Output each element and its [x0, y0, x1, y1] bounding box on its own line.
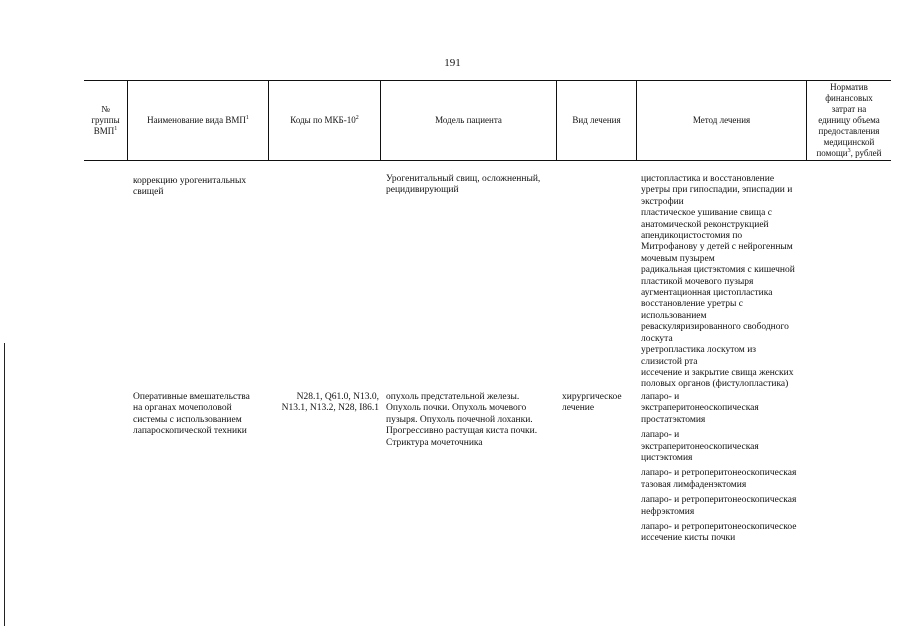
footnote-mark: 2 [355, 115, 359, 121]
method-line: реваскуляризированного свободного [641, 322, 789, 333]
method-line: Митрофанову у детей с нейрогенным [641, 242, 793, 253]
method-line: лапаро- и ретроперитонеоскопическая [641, 495, 797, 506]
page-number: 191 [444, 57, 461, 69]
header-group-no-line: № [101, 104, 110, 114]
method-line: лапаро- и [641, 430, 680, 441]
cell-line: Прогрессивно растущая киста почки. [386, 426, 538, 437]
header-norm-line: финансовых [825, 93, 873, 103]
method-line: восстановление уретры с [641, 299, 743, 310]
method-line: радикальная цистэктомия с кишечной [641, 265, 795, 276]
header-vmp-name [128, 80, 268, 161]
cell-line: лапароскопической техники [133, 426, 247, 437]
method-line: иссечение и закрытие свища женских [641, 367, 794, 378]
method-line: уретропластика лоскутом из [641, 345, 757, 356]
header-mkb-codes-text: Коды по МКБ-10 [290, 115, 356, 125]
cell-line: на органах мочеполовой [133, 403, 232, 414]
header-norm-line: предоставления [818, 126, 880, 136]
method-line: экстраперитонеоскопическая [641, 403, 759, 414]
cell-line: рецидивирующий [386, 185, 459, 196]
cell-line: Оперативные вмешательства [133, 392, 250, 402]
method-line: слизистой рта [641, 356, 698, 367]
cell-line: Стриктура мочеточника [386, 437, 483, 448]
header-norm-line: помощи [816, 148, 848, 158]
method-line: мочевым пузырем [641, 253, 715, 264]
header-patient-model-text: Модель пациента [435, 115, 502, 125]
method-line: пластическое ушивание свища с [641, 208, 772, 219]
header-norm-line: затрат на [831, 104, 867, 114]
method-line: использованием [641, 310, 707, 321]
margin-line [4, 343, 5, 626]
row2-vmp-name [133, 392, 250, 438]
row2-codes [271, 392, 379, 415]
header-mkb-codes [269, 80, 380, 161]
method-line: экстрофии [641, 196, 684, 207]
cell-line: системы с использованием [133, 414, 242, 425]
header-norm-line: единицу объема [818, 115, 880, 125]
cell-line: N13.1, N13.2, N28, I86.1 [281, 403, 379, 414]
method-line: половых органов (фистулопластика) [641, 379, 789, 390]
method-line: апендикоцистостомия по [641, 231, 743, 242]
cell-line: Урогенитальный свищ, осложненный, [386, 174, 541, 184]
header-treatment-type [557, 80, 636, 161]
method-line: лапаро- и [641, 392, 680, 402]
footnote-mark: 3 [847, 148, 851, 154]
method-line: аугментационная цистопластика [641, 288, 773, 299]
header-treatment-method-text: Метод лечения [692, 115, 751, 125]
header-norm-line: , рублей [850, 148, 882, 158]
row1-patient-model [386, 174, 540, 197]
method-line: лапаро- и ретроперитонеоскопическое [641, 522, 797, 533]
row2-patient-model [386, 392, 537, 449]
method-line: уретры при гипоспадии, эписпадии и [641, 185, 793, 196]
header-group-no-line: ВМП [93, 126, 115, 136]
method-line: тазовая лимфаденэктомия [641, 479, 747, 490]
table-header [84, 80, 891, 161]
cell-line: хирургическое [562, 392, 622, 402]
cell-line: коррекцию урогенитальных [133, 176, 247, 186]
method-line: иссечение кисты почки [641, 533, 736, 544]
cell-line: свищей [133, 187, 164, 198]
method-line: лоскута [641, 333, 673, 344]
row2-treatment-type [562, 392, 622, 415]
header-patient-model [381, 80, 556, 161]
header-norm-line: Норматив [830, 82, 868, 92]
cell-line: опухоль предстательной железы. [386, 392, 520, 402]
header-group-no [84, 80, 127, 161]
method-line: пластикой мочевого пузыря [641, 276, 754, 287]
method-line: анатомической реконструкцией [641, 219, 769, 230]
row1-methods [641, 174, 795, 391]
cell-line: Опухоль почки. Опухоль мочевого [386, 403, 527, 414]
header-treatment-type-text: Вид лечения [572, 115, 621, 125]
header-group-no-line: группы [91, 115, 120, 125]
cell-line: пузыря. Опухоль почечной лоханки. [386, 414, 533, 425]
method-line: цистопластика и восстановление [641, 174, 775, 184]
header-treatment-method [637, 80, 806, 161]
header-vmp-name-text: Наименование вида ВМП [147, 115, 246, 125]
method-line: цистэктомия [641, 453, 693, 464]
method-line: нефрэктомия [641, 506, 695, 517]
header-norm-line: медицинской [823, 137, 875, 147]
header-norm [807, 80, 891, 161]
method-line: лапаро- и ретроперитонеоскопическая [641, 468, 797, 479]
method-line: экстраперитонеоскопическая [641, 441, 759, 452]
cell-line: N28.1, Q61.0, N13.0, [296, 392, 379, 402]
row1-vmp-name [133, 176, 246, 199]
cell-line: лечение [562, 403, 595, 414]
row2-methods [641, 392, 797, 545]
footnote-mark: 1 [245, 115, 249, 121]
footnote-mark: 1 [114, 126, 118, 132]
method-line: простатэктомия [641, 414, 706, 425]
